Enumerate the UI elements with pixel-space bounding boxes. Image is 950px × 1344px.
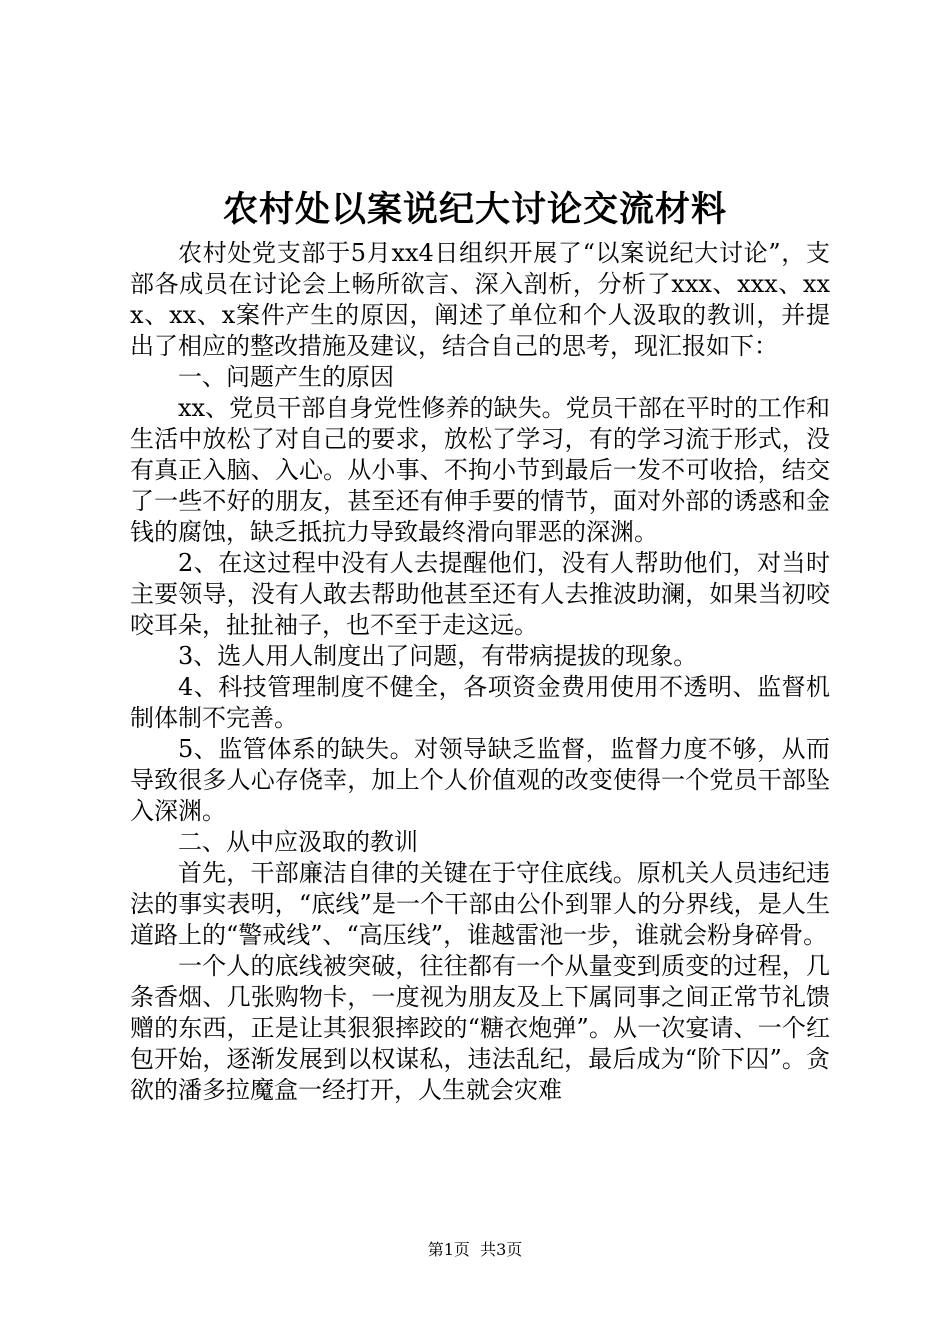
paragraph: 农村处党支部于5月xx4日组织开展了“以案说纪大讨论”，支部各成员在讨论会上畅所欲言、深入剖析，分析了xxx、xxx、xxx、xx、x案件产生的原因，阐述了单位和个人汲取的教训，并提出了相应的整改措施及建议，结合自己的思考，现汇报如下： (130, 239, 830, 360)
section-heading: 一、问题产生的原因 (178, 363, 394, 391)
paragraph: 一个人的底线被突破，往往都有一个从量变到质变的过程，几条香烟、几张购物卡，一度视为朋友及上下属同事之间正常节礼馈赠的东西，正是让其狠狠摔跤的“糖衣炮弹”。从一次宴请、一个红包开始，逐渐发展到以权谋私，违法乱纪，最后成为“阶下囚”。贪欲的潘多拉魔盒一经打开，人生就会灾难 (130, 952, 830, 1104)
document-body (130, 238, 830, 1106)
paragraph: xx、党员干部自身党性修养的缺失。党员干部在平时的工作和生活中放松了对自己的要求，放松了学习，有的学习流于形式，没有真正入脑、入心。从小事、不拘小节到最后一发不可收拾，结交了一些不好的朋友，甚至还有伸手要的情节，面对外部的诱惑和金钱的腐蚀，缺乏抵抗力导致最终滑向罪恶的深渊。 (130, 394, 830, 546)
paragraph: 首先，干部廉洁自律的关键在于守住底线。原机关人员违纪违法的事实表明，“底线”是一个干部由公仆到罪人的分界线，是人生道路上的“警戒线”、“高压线”，谁越雷池一步，谁就会粉身碎骨。 (130, 859, 830, 949)
section-heading: 二、从中应汲取的教训 (178, 828, 418, 856)
paragraph: 3、选人用人制度出了问题，有带病提拔的现象。 (178, 642, 698, 670)
page-number: 第1页 (427, 1240, 470, 1259)
paragraph: 2、在这过程中没有人去提醒他们，没有人帮助他们，对当时主要领导，没有人敢去帮助他甚至还有人去推波助澜，如果当初咬咬耳朵，扯扯袖子，也不至于走这远。 (130, 549, 830, 639)
paragraph: 5、监管体系的缺失。对领导缺乏监督，监督力度不够，从而导致很多人心存侥幸，加上个人价值观的改变使得一个党员干部坠入深渊。 (130, 735, 830, 825)
footer-spacer (470, 1240, 480, 1259)
page-footer (0, 1238, 950, 1262)
document-title: 农村处以案说纪大讨论交流材料 (222, 189, 727, 230)
paragraph: 4、科技管理制度不健全，各项资金费用使用不透明、监督机制体制不完善。 (130, 673, 830, 732)
page-total: 共3页 (480, 1240, 523, 1259)
